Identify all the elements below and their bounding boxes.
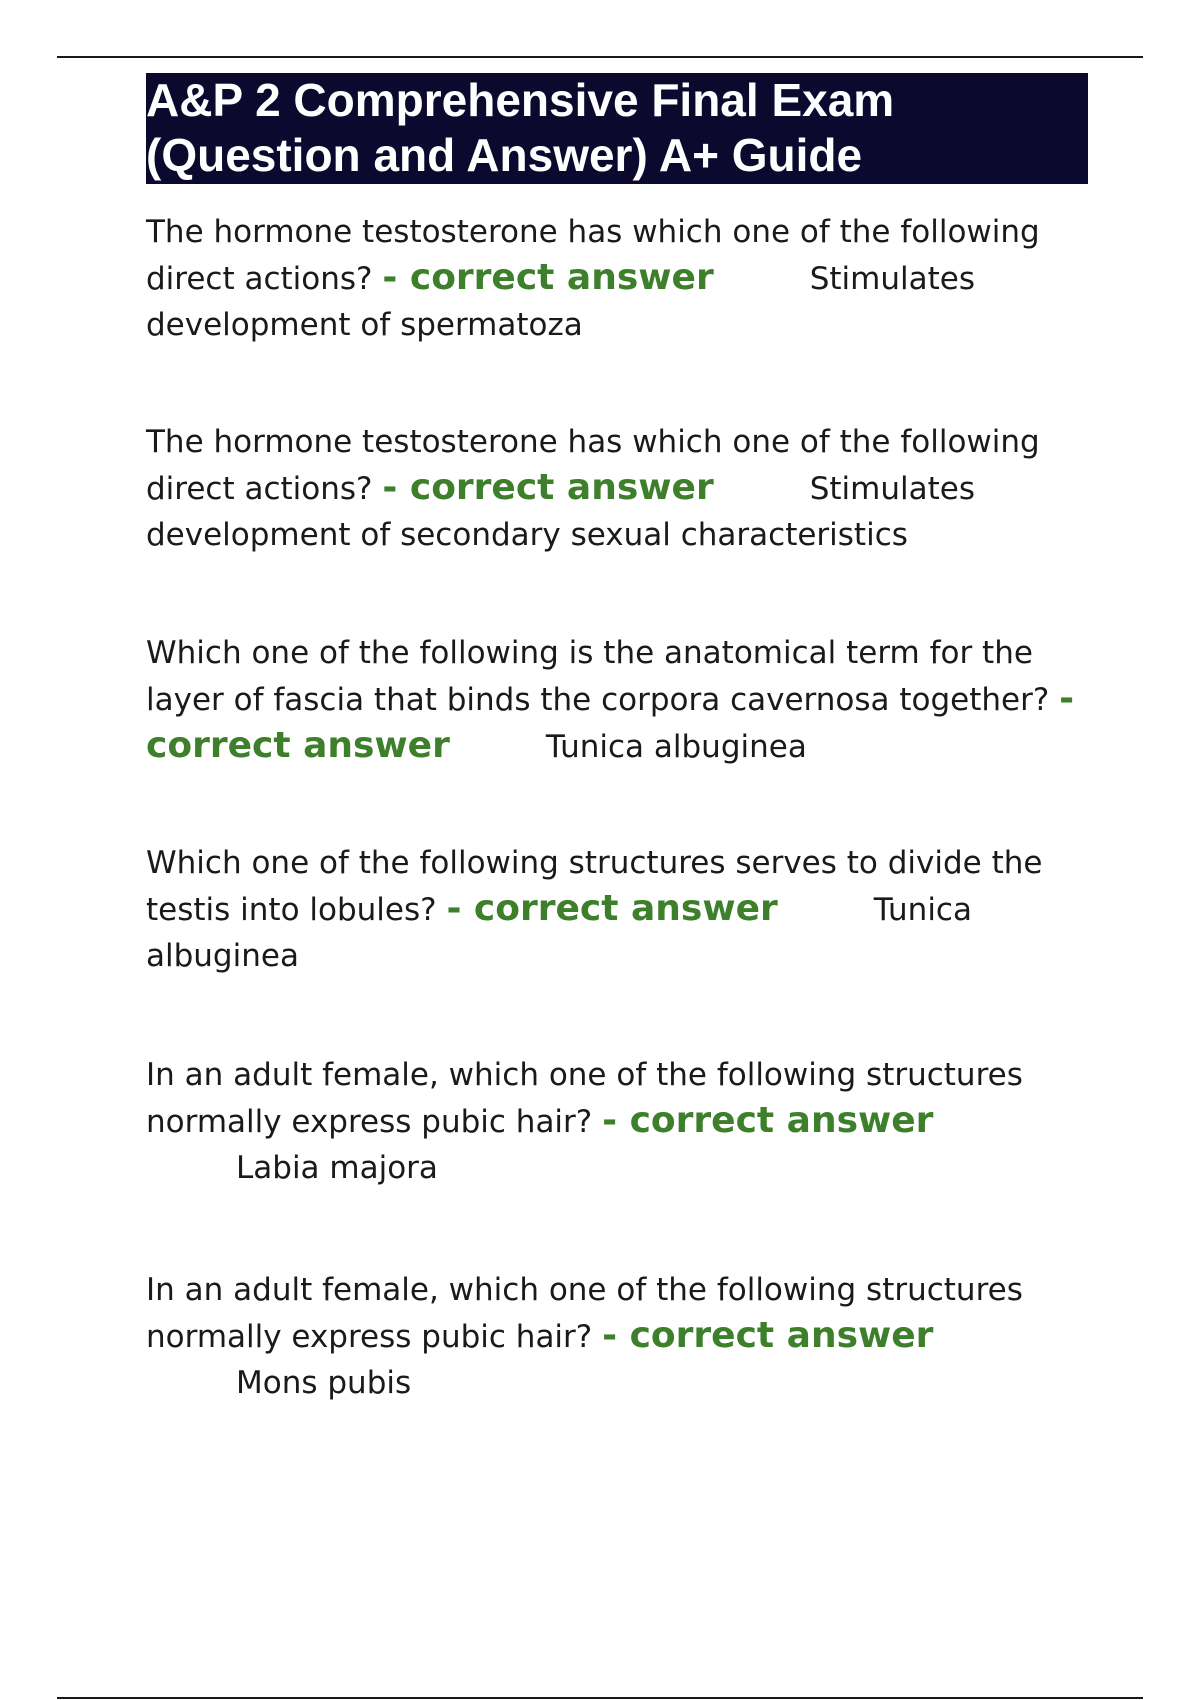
- question-text: The hormone testosterone has which one of the following direct actions?: [146, 214, 1040, 297]
- question-text: Which one of the following is the anatomical term for the layer of fascia that binds the corpora cavernosa together?: [146, 635, 1050, 718]
- top-divider: [57, 56, 1143, 58]
- title-line-2: (Question and Answer) A+ Guide: [146, 129, 863, 181]
- question-text: The hormone testosterone has which one of the following direct actions?: [146, 424, 1040, 507]
- qa-item-6: [146, 1267, 1096, 1406]
- answer-text: Tunica albuginea: [146, 892, 972, 974]
- qa-item-2: [146, 419, 1096, 558]
- question-text: In an adult female, which one of the following structures normally express pubic hair?: [146, 1272, 1023, 1355]
- answer-text: Stimulates development of secondary sexual characteristics: [146, 471, 975, 553]
- correct-answer-marker: - correct answer: [146, 678, 1075, 766]
- bottom-divider: [57, 1697, 1143, 1699]
- document-title: [146, 73, 1088, 184]
- correct-answer-marker: - correct answer: [446, 888, 778, 929]
- correct-answer-marker: - correct answer: [602, 1100, 934, 1141]
- answer-text: Stimulates development of spermatoza: [146, 261, 975, 343]
- qa-item-4: [146, 840, 1096, 979]
- question-text: Which one of the following structures serves to divide the testis into lobules?: [146, 845, 1043, 928]
- question-text: In an adult female, which one of the following structures normally express pubic hair?: [146, 1057, 1023, 1140]
- correct-answer-marker: - correct answer: [382, 257, 714, 298]
- correct-answer-marker: - correct answer: [602, 1315, 934, 1356]
- correct-answer-marker: - correct answer: [382, 467, 714, 508]
- qa-item-1: [146, 209, 1096, 348]
- answer-text: Mons pubis: [236, 1365, 412, 1401]
- qa-item-3: [146, 630, 1096, 770]
- qa-item-5: [146, 1052, 1096, 1191]
- answer-text: Tunica albuginea: [545, 729, 807, 765]
- answer-text: Labia majora: [236, 1150, 438, 1186]
- title-line-1: A&P 2 Comprehensive Final Exam: [146, 74, 895, 126]
